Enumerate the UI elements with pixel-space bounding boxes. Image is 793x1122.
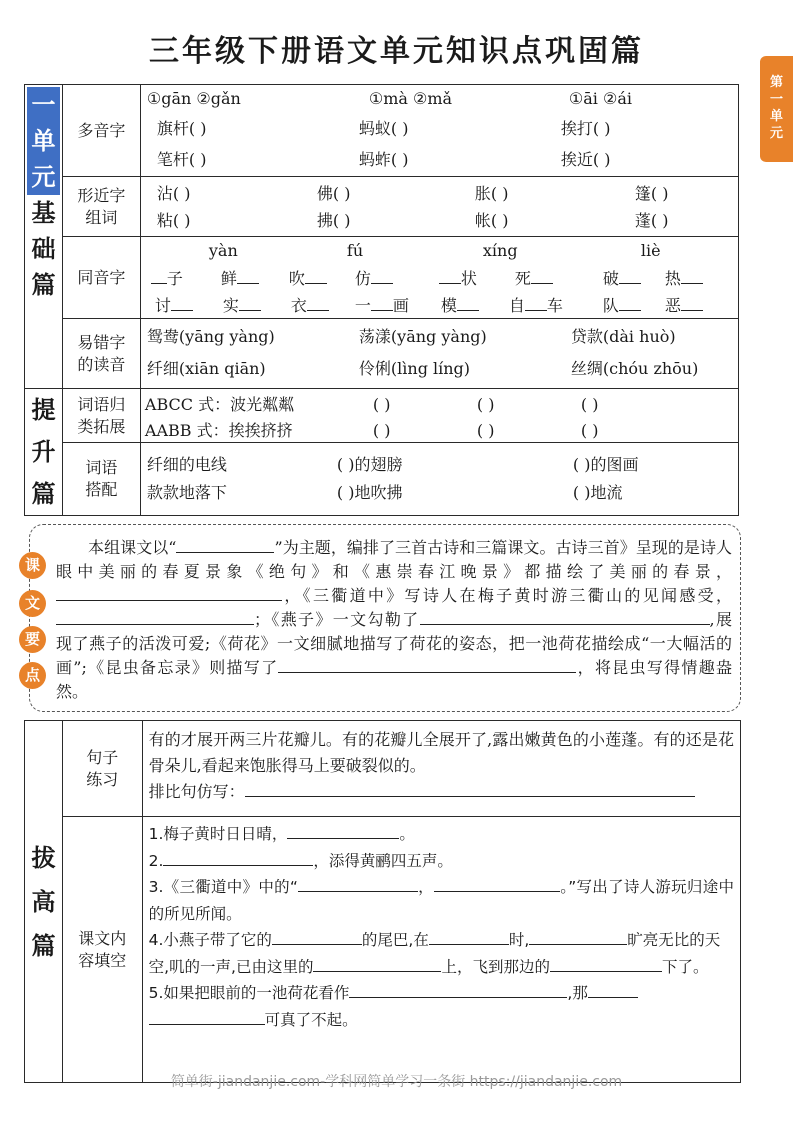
row-label-collocation: 词语 搭配 <box>62 443 140 516</box>
fill-cell <box>142 817 740 1083</box>
key-points-circle: 文 <box>19 590 46 617</box>
answer-line[interactable] <box>313 955 441 972</box>
answer-line[interactable] <box>149 1008 265 1025</box>
similar-cell <box>140 177 738 237</box>
blank-line[interactable] <box>56 584 282 601</box>
collocation-item: 纤细的电线 <box>146 455 227 475</box>
collocation-cell <box>140 443 738 516</box>
row-label-fill: 课文内 容填空 <box>62 817 142 1083</box>
expand-example: AABB 式：挨挨挤挤 <box>144 421 293 440</box>
row-label-similar: 形近字 组词 <box>62 177 140 237</box>
sentence-prompt-line: 排比句仿写： <box>149 779 734 805</box>
section-header-basics <box>25 85 63 389</box>
homophone-item[interactable]: 实 <box>223 294 261 316</box>
page-title: 三年级下册语文单元知识点巩固篇 <box>149 34 644 69</box>
side-tab-char: 一 <box>769 92 783 107</box>
blank-line[interactable] <box>176 536 274 553</box>
answer-line[interactable] <box>434 875 560 892</box>
blank-line[interactable] <box>278 656 576 673</box>
answer-line[interactable] <box>272 928 362 945</box>
homophone-item[interactable]: 一 画 <box>354 296 409 315</box>
expand-blank[interactable]: ( ) <box>580 421 599 440</box>
basics-table <box>24 84 739 516</box>
homophone-item[interactable]: 破 <box>603 267 641 289</box>
homophone-item[interactable]: 讨 <box>155 294 193 316</box>
homophone-item[interactable]: 状 <box>439 267 477 289</box>
similar-item[interactable]: 佛( ) <box>316 184 351 203</box>
similar-item[interactable]: 沾( ) <box>156 184 191 203</box>
answer-line[interactable] <box>529 928 627 945</box>
row-label-polyphones: 多音字 <box>62 85 140 177</box>
fill-question-2: 2. ，添得黄鹂四五声。 <box>149 848 734 875</box>
answer-line[interactable] <box>550 955 662 972</box>
collocation-item[interactable]: ( )地流 <box>572 483 623 503</box>
homophone-item[interactable]: 子 <box>151 267 183 289</box>
blank-line[interactable] <box>420 608 710 625</box>
answer-line[interactable] <box>163 849 313 866</box>
fill-question-1: 1.梅子黄时日日晴， 。 <box>149 821 734 848</box>
side-tab-char: 单 <box>769 109 783 124</box>
homophone-item[interactable]: 衣 <box>291 294 329 316</box>
answer-line[interactable] <box>298 875 418 892</box>
collocation-item[interactable]: ( )的翅膀 <box>336 455 403 475</box>
key-points-circle: 课 <box>19 552 46 579</box>
homophone-item[interactable]: 死 <box>515 267 553 289</box>
polyphone-item[interactable]: 蚂蚱( ) <box>358 150 409 169</box>
homophone-pinyin: xíng <box>482 241 518 260</box>
answer-line[interactable] <box>588 981 638 998</box>
answer-line[interactable] <box>287 822 399 839</box>
side-tab-char: 第 <box>769 75 783 90</box>
footer-watermark: 简单街-jiandanjie.com-学科网简单学习一条街 https://jiandanjie.com <box>170 1074 623 1090</box>
answer-line[interactable] <box>349 981 567 998</box>
homophone-item[interactable]: 模 <box>441 294 479 316</box>
misread-item[interactable]: 伶俐(lìng líng) <box>358 359 471 378</box>
side-tab-char: 元 <box>769 126 783 141</box>
misread-item[interactable]: 贷款(dài huò) <box>570 327 676 346</box>
row-label-homophones: 同音字 <box>62 237 140 319</box>
misread-cell <box>140 319 738 389</box>
misread-item[interactable]: 丝绸(chóu zhōu) <box>570 359 699 378</box>
expand-blank[interactable]: ( ) <box>476 395 495 414</box>
expand-blank[interactable]: ( ) <box>580 395 599 414</box>
sentence-text: 有的才展开两三片花瓣儿。有的花瓣儿全展开了,露出嫩黄色的小莲蓬。有的还是花骨朵儿,看起来饱胀得马上要破裂似的。 <box>148 730 734 775</box>
misread-item[interactable]: 荡漾(yāng yàng) <box>358 327 487 346</box>
polyphone-readings: ①gān ②gǎn <box>146 89 241 108</box>
section-header-advanced: 拔 高 篇 <box>25 721 63 1083</box>
expand-cell <box>140 389 738 443</box>
similar-item[interactable]: 粘( ) <box>156 211 191 230</box>
key-points-circle: 点 <box>19 662 46 689</box>
homophone-item[interactable]: 热 <box>665 267 703 289</box>
collocation-item: 款款地落下 <box>146 483 227 503</box>
header-char: 篇 <box>31 271 56 299</box>
blank-line[interactable] <box>56 608 254 625</box>
answer-line[interactable] <box>245 780 695 797</box>
polyphones-cell <box>140 85 738 177</box>
key-points-paragraph: 本组课文以“ ”为主题，编排了三首古诗和三篇课文。古诗三首》呈现的是诗人眼中美丽的春夏景象《绝句》和《惠崇春江晚景》都描绘了美丽的春景，，《三衢道中》写诗人在梅子黄时游三衢山的见闻感受，；《燕子》一文勾勒了 ,展现了燕子的活泼可爱;《荷花》一文细腻地描写了荷花的姿态，把一池荷花描绘成“一大幅活的画”;《昆虫备忘录》则描写了 ，将昆虫写得情趣盎然。 <box>56 538 732 701</box>
polyphone-item[interactable]: 旗杆( ) <box>156 119 207 138</box>
polyphone-item[interactable]: 挨打( ) <box>560 119 611 138</box>
polyphone-readings: ①mà ②mǎ <box>368 89 453 108</box>
answer-line[interactable] <box>429 928 509 945</box>
homophone-item[interactable]: 仿 <box>355 267 393 289</box>
homophone-pinyin: liè <box>640 241 661 260</box>
homophone-item[interactable]: 鲜 <box>221 267 259 289</box>
header-char-highlight: 一 <box>27 87 60 123</box>
fill-question-4: 4.小燕子带了它的 的尾巴,在 时, 旷亮无比的天空,叽的一声,已由这里的 上，飞到那边的 下了。 <box>149 927 734 980</box>
homophone-pinyin: yàn <box>208 241 238 260</box>
homophones-cell <box>140 237 738 319</box>
expand-example: ABCC 式：波光粼粼 <box>144 395 295 414</box>
homophone-item[interactable]: 恶 <box>665 294 703 316</box>
homophone-pinyin: fú <box>346 241 364 260</box>
misread-item[interactable]: 纤细(xiān qiān) <box>146 359 266 378</box>
homophone-item[interactable]: 吹 <box>289 267 327 289</box>
row-label-misread: 易错字 的读音 <box>62 319 140 389</box>
expand-blank[interactable]: ( ) <box>476 421 495 440</box>
advanced-table <box>24 720 741 1083</box>
homophone-item[interactable]: 自 车 <box>508 296 563 315</box>
misread-item[interactable]: 鸳鸯(yāng yàng) <box>146 327 275 346</box>
similar-item[interactable]: 拂( ) <box>316 211 351 230</box>
homophone-item[interactable]: 队 <box>603 294 641 316</box>
similar-item[interactable]: 蓬( ) <box>634 211 669 230</box>
header-char-highlight: 元 <box>27 159 60 195</box>
similar-item[interactable]: 帐( ) <box>474 211 509 230</box>
header-char: 基 <box>31 199 56 227</box>
header-char: 础 <box>31 235 56 263</box>
key-points-circle: 要 <box>19 626 46 653</box>
expand-blank[interactable]: ( ) <box>372 395 391 414</box>
collocation-item[interactable]: ( )的图画 <box>572 455 639 475</box>
expand-blank[interactable]: ( ) <box>372 421 391 440</box>
polyphone-readings: ①āi ②ái <box>568 89 632 108</box>
unit-side-tab <box>760 56 793 162</box>
row-label-expand: 词语归 类拓展 <box>62 389 140 443</box>
row-label-sentence: 句子 练习 <box>62 721 142 817</box>
similar-item[interactable]: 胀( ) <box>474 184 509 203</box>
fill-question-3: 3.《三衢道中》中的“ ， 。”写出了诗人游玩归途中的所见所闻。 <box>149 874 734 927</box>
collocation-item[interactable]: ( )地吹拂 <box>336 483 403 503</box>
sentence-cell <box>142 721 740 817</box>
polyphone-item[interactable]: 笔杆( ) <box>156 150 207 169</box>
fill-question-5: 5.如果把眼前的一池荷花看作 ,那 可真了不起。 <box>149 980 734 1033</box>
similar-item[interactable]: 篷( ) <box>634 184 669 203</box>
section-header-improve: 提 升 篇 <box>25 389 63 516</box>
polyphone-item[interactable]: 挨近( ) <box>560 150 611 169</box>
polyphone-item[interactable]: 蚂蚁( ) <box>358 119 409 138</box>
header-char-highlight: 单 <box>27 123 60 159</box>
